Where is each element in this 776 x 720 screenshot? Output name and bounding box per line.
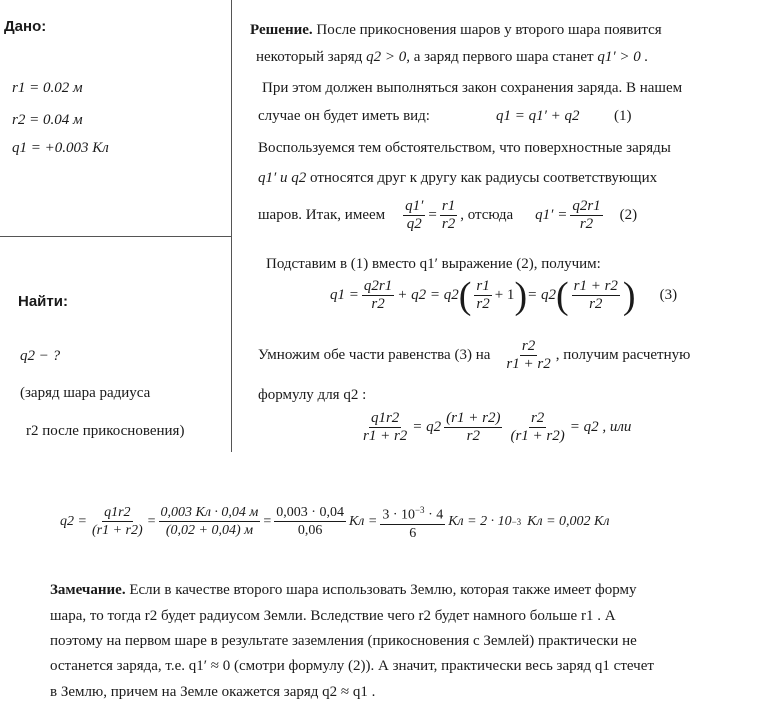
ratio-q-num: q1′ xyxy=(405,198,424,214)
eq4-f2-num: (r1 + r2) xyxy=(446,410,501,426)
eq3-last-den: r2 xyxy=(589,296,603,312)
text: q1 = xyxy=(330,287,359,303)
eq4-f1-den: r1 + r2 xyxy=(363,428,408,444)
q1p-den: r2 xyxy=(579,216,594,232)
equation-1-number: (1) xyxy=(614,108,632,124)
text: q2 = xyxy=(60,513,87,529)
solution-line-2 xyxy=(256,49,648,66)
final-f4-num xyxy=(380,502,445,525)
text: относятся друг к другу как радиусы соответствующих xyxy=(310,170,658,186)
eq3-f-den: r2 xyxy=(371,296,385,312)
solution-text: После прикосновения шаров у второго шара появится xyxy=(316,22,662,38)
equation-1: q1 = q1′ + q2 xyxy=(496,108,580,124)
remark-line-1 xyxy=(50,582,636,599)
equation-3-number: (3) xyxy=(659,287,678,303)
given-find-divider xyxy=(0,236,232,237)
eq3-in-num: r1 xyxy=(476,278,490,294)
final-f2-den: (0,02 + 0,04) м xyxy=(165,523,254,539)
text: + q2 = q2 xyxy=(397,287,459,303)
eq3-frac-2 xyxy=(474,278,491,313)
exponent: −3 xyxy=(511,516,522,527)
mult-num: r2 xyxy=(521,338,536,354)
eq4-f1-num: q1r2 xyxy=(370,410,400,426)
solution-line-1 xyxy=(250,22,662,39)
final-f4-den: 6 xyxy=(409,525,417,541)
given-r1: r1 = 0.02 м xyxy=(12,80,83,96)
text: = q2 xyxy=(527,287,556,303)
expr-q2: q2 > 0 xyxy=(366,49,407,65)
final-result: Кл = 0,002 Кл xyxy=(527,513,610,529)
ratio-r-num: r1 xyxy=(441,198,456,214)
final-frac-3 xyxy=(274,504,346,539)
text: = q2 xyxy=(412,419,442,435)
solution-line-7: шаров. Итак, имеем $\frac{q1'}{q2}$ = $\frac{r1}{r2}$ , отсюда q1′ = $\frac{q2r1}{r2}$ (2) xyxy=(258,198,638,232)
final-frac-2 xyxy=(159,504,261,539)
eq3-frac-1 xyxy=(362,278,394,313)
find-title: Найти: xyxy=(18,293,68,310)
find-note-2: r2 после прикосновения) xyxy=(26,423,185,439)
final-frac-4 xyxy=(380,502,445,542)
ratio-q-den: q2 xyxy=(406,216,422,232)
find-note-1: (заряд шара радиуса xyxy=(20,385,151,401)
eq3-f-num: q2r1 xyxy=(363,278,393,294)
final-f1-num: q1r2 xyxy=(104,505,131,521)
eq4-f3-den: (r1 + r2) xyxy=(510,428,565,444)
solution-label: Решение. xyxy=(250,22,313,38)
text: Кл = 2 · 10 xyxy=(448,513,512,529)
mult-den: r1 + r2 xyxy=(506,356,551,372)
eq4-frac-1 xyxy=(361,410,409,445)
text: , получим расчетную xyxy=(555,347,691,363)
text: Кл = xyxy=(348,513,378,529)
find-q2: q2 − ? xyxy=(20,348,61,364)
text: = xyxy=(263,513,272,529)
q1p-fraction xyxy=(570,198,602,233)
expr-q1p: q1′ > 0 . xyxy=(597,49,649,65)
expr: q1′ и q2 xyxy=(258,170,307,186)
solution-line-3: При этом должен выполняться закон сохранения заряда. В нашем xyxy=(262,80,683,96)
solution-line-10: формулу для q2 : xyxy=(258,387,367,403)
text: = xyxy=(147,513,156,529)
equation-2-number: (2) xyxy=(619,207,638,223)
remark-label: Замечание. xyxy=(50,582,126,598)
eq4-frac-3 xyxy=(508,410,566,445)
text: , отсюда xyxy=(460,207,514,223)
final-f3-den: 0,06 xyxy=(297,523,323,539)
remark-line-5: в Землю, причем на Земле окажется заряд q2 ≈ q1 . xyxy=(50,684,376,700)
text: Умножим обе части равенства (3) на xyxy=(258,347,491,363)
solution-line-4 xyxy=(258,108,430,125)
solution-line-6 xyxy=(258,170,657,187)
q1p-num: q2r1 xyxy=(572,198,601,214)
text: Если в качестве второго шара использовать Землю, которая также имеет форму xyxy=(129,582,637,598)
solution-line-5: Воспользуемся тем обстоятельством, что поверхностные заряды xyxy=(258,140,671,156)
given-title: Дано: xyxy=(4,18,47,35)
eq3-frac-3 xyxy=(572,278,620,313)
exponent: −3 xyxy=(414,505,425,515)
multiplier-fraction xyxy=(504,338,552,373)
eq4-frac-2 xyxy=(444,410,502,445)
ratio-q xyxy=(403,198,425,233)
text: + 1 xyxy=(494,287,515,303)
column-divider xyxy=(231,0,232,452)
ratio-r-den: r2 xyxy=(441,216,456,232)
ratio-r xyxy=(440,198,457,233)
text: 3 · 10 xyxy=(382,507,415,523)
remark-line-2: шара, то тогда r2 будет радиусом Земли. Вследствие чего r2 будет намного больше r1 . А xyxy=(50,608,616,624)
text: , а заряд первого шара станет xyxy=(406,49,594,65)
final-f1-den: (r1 + r2) xyxy=(91,523,143,539)
final-frac-1 xyxy=(90,504,145,539)
solution-line-8: Подставим в (1) вместо q1′ выражение (2), получим: xyxy=(266,256,601,272)
text: случае он будет иметь вид: xyxy=(258,108,430,124)
text: = q2 , или xyxy=(569,419,632,435)
eq4-f2-den: r2 xyxy=(466,428,480,444)
remark-line-3: поэтому на первом шаре в результате заземления (прикосновения с Землей) практически не xyxy=(50,633,637,649)
given-r2: r2 = 0.04 м xyxy=(12,112,83,128)
equation-4 xyxy=(358,410,631,445)
eq4-f3-num: r2 xyxy=(530,410,545,426)
text: · 4 xyxy=(424,507,444,523)
eq3-last-num: r1 + r2 xyxy=(573,278,618,294)
expr: q1′ = xyxy=(535,207,568,223)
text: шаров. Итак, имеем xyxy=(258,207,386,223)
remark-line-4: останется заряда, т.е. q1′ ≈ 0 (смотри формулу (2)). А значит, практически весь заряд q1 стечет xyxy=(50,658,654,674)
eq3-in-den: r2 xyxy=(476,296,490,312)
final-f3-num: 0,003 · 0,04 xyxy=(276,505,344,521)
solution-line-9 xyxy=(258,338,690,373)
final-equation xyxy=(60,502,609,542)
equation-3: q1 = $\frac{q2r1}{r2}$ + q2 = q2 ( $\frac{r1}{r2}$ + 1 ) = q2 ( $\frac{r1 + r2}{r2}$ ) (3) xyxy=(330,274,678,317)
given-q1: q1 = +0.003 Кл xyxy=(12,140,109,156)
text: некоторый заряд xyxy=(256,49,363,65)
final-f2-num: 0,003 Кл · 0,04 м xyxy=(160,505,259,521)
